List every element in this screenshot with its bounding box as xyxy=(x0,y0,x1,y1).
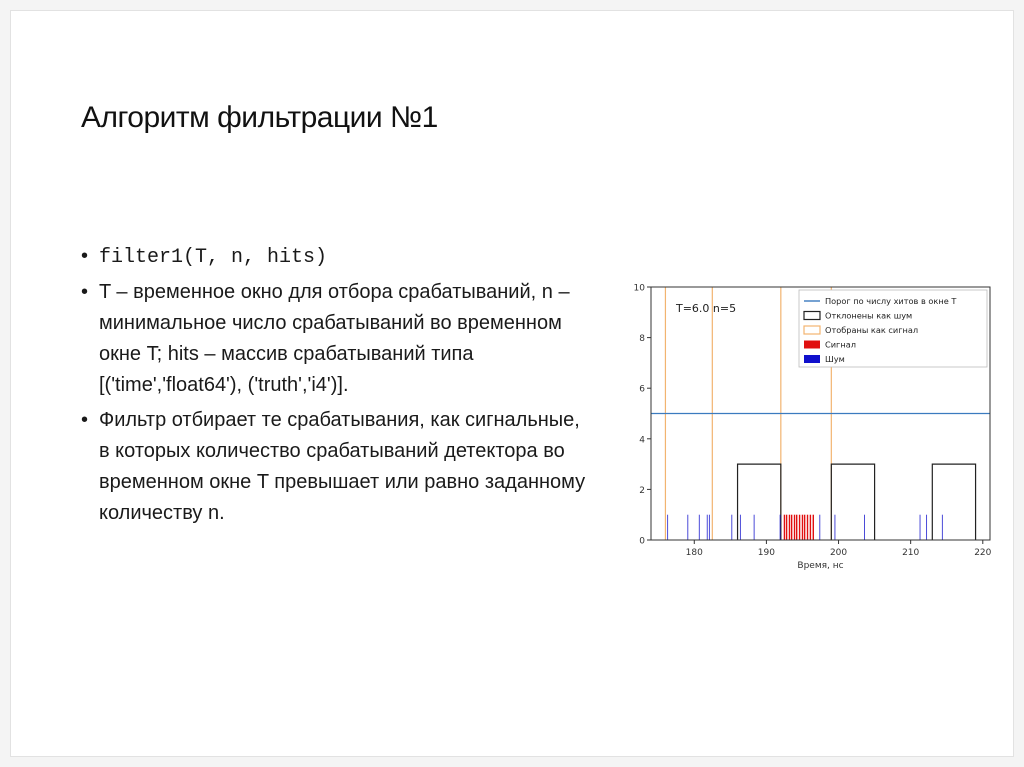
legend-label: Шум xyxy=(825,354,845,364)
x-tick-label: 210 xyxy=(902,548,920,558)
y-tick-label: 8 xyxy=(639,334,645,345)
bullet-item xyxy=(81,405,591,529)
legend-swatch xyxy=(804,341,820,349)
rejected-window xyxy=(738,464,781,540)
slide-title: Алгоритм фильтрации №1 xyxy=(81,101,438,134)
x-tick-label: 180 xyxy=(685,548,703,558)
bullet-item xyxy=(81,241,591,273)
rejected-window xyxy=(831,464,874,540)
hits-chart xyxy=(613,277,1008,587)
chart-annotation: T=6.0 n=5 xyxy=(676,302,737,315)
rejected-window xyxy=(932,464,975,540)
y-tick-label: 2 xyxy=(639,485,645,496)
y-tick-label: 0 xyxy=(639,536,645,547)
bullet-list xyxy=(81,241,591,533)
x-tick-label: 200 xyxy=(829,548,848,558)
legend-label: Порог по числу хитов в окне T xyxy=(825,296,957,306)
legend-swatch xyxy=(804,355,820,363)
bullet-text: Фильтр отбирает те срабатывания, как сигнальные, в которых количество срабатываний детектора во временном окне T превышает или равно заданному количеству n. xyxy=(99,409,586,524)
x-axis-label: Время, нс xyxy=(797,561,844,571)
bullet-text: filter1(T, n, hits) xyxy=(99,246,328,269)
bullet-dot: • xyxy=(81,281,89,303)
bullet-item xyxy=(81,277,591,401)
bullet-dot: • xyxy=(81,245,89,267)
x-tick-label: 220 xyxy=(974,548,992,558)
y-tick-label: 4 xyxy=(639,435,645,446)
bullet-dot: • xyxy=(81,409,89,431)
y-tick-label: 10 xyxy=(633,283,645,294)
legend-label: Сигнал xyxy=(825,339,856,350)
slide xyxy=(10,10,1014,757)
x-tick-label: 190 xyxy=(757,548,775,558)
bullet-text: T – временное окно для отбора срабатываний, n – минимальное число срабатываний во временном окне T; hits – массив срабатываний типа [('time','float64'), ('truth','i4')]. xyxy=(99,281,570,396)
legend-label: Отобраны как сигнал xyxy=(825,325,919,335)
legend-label: Отклонены как шум xyxy=(825,310,913,321)
y-tick-label: 6 xyxy=(639,384,645,395)
